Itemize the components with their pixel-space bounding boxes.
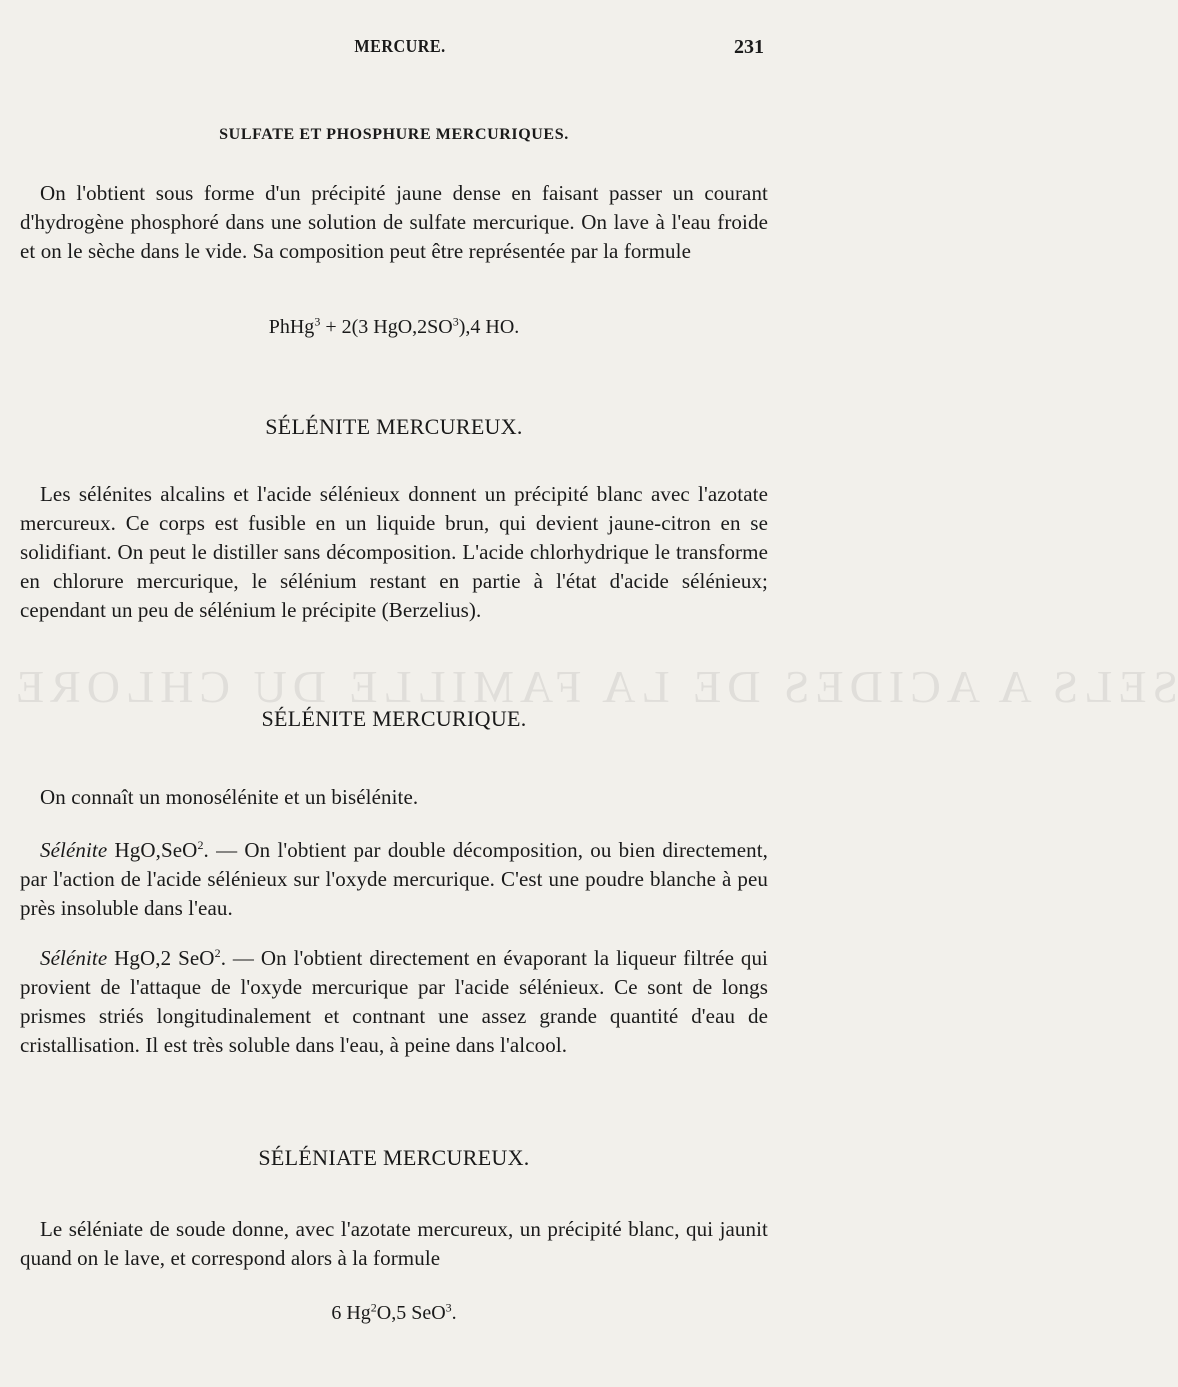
monoselenite-paragraph — [20, 836, 768, 923]
page-number: 231 — [734, 36, 764, 58]
formula-part: 6 Hg — [331, 1302, 371, 1324]
biselenite-label: Sélénite — [40, 946, 108, 970]
running-head — [0, 36, 800, 66]
formula-part: . — [451, 1302, 457, 1324]
formula-sup: 3 — [445, 1300, 452, 1315]
selenite-mercureux-paragraph: Les sélénites alcalins et l'acide sélénieux donnent un précipité blanc avec l'azotate mercureux. Ce corps est fusible en un liquide brun, qui devient jaune-citron en se solidifiant. On peut le distiller sans décomposition. L'acide chlorhydrique le transforme en chlorure mercurique, le sélénium restant en partie à l'état d'acide sélénieux; cependant un peu de sélénium le précipite (Berzelius). — [20, 482, 768, 622]
selenite-mercureux-heading: SÉLÉNITE MERCUREUX. — [265, 414, 523, 439]
selenite-mercurique-heading: SÉLÉNITE MERCURIQUE. — [261, 706, 527, 731]
sulfate-formula — [20, 316, 768, 339]
formula-sup: 3 — [452, 314, 459, 329]
formula-part: ),4 HO. — [458, 316, 520, 338]
biselenite-text: . — On l'obtient directement en évaporant la liqueur filtrée qui provient de l'attaque de l'oxyde mercurique par l'acide sélénieux. Ce sont de longs prismes striés longitudinalement et contnant une assez grande quantité d'eau de cristallisation. Il est très soluble dans l'eau, à peine dans l'alcool. — [20, 946, 768, 1057]
running-head-title: MERCURE. — [354, 36, 446, 56]
formula-part: HgO,SeO — [107, 838, 198, 862]
bleed-through-ghost: SELS A ACIDES DE LA FAMILLE DU CHLORE — [10, 661, 1178, 712]
sulfate-paragraph: On l'obtient sous forme d'un précipité jaune dense en faisant passer un courant d'hydrogène phosphoré dans une solution de sulfate mercurique. On lave à l'eau froide et on le sèche dans le vide. Sa composition peut être représentée par la formule — [20, 181, 768, 263]
formula-part: + 2(3 HgO,2SO — [320, 316, 453, 338]
seleniate-heading: SÉLÉNIATE MERCUREUX. — [258, 1145, 530, 1170]
selenite-intro: On connaît un monosélénite et un bisélénite. — [40, 785, 419, 809]
formula-sup: 2 — [214, 946, 221, 960]
seleniate-formula — [20, 1302, 768, 1325]
monoselenite-label: Sélénite — [40, 838, 108, 862]
seleniate-paragraph: Le séléniate de soude donne, avec l'azotate mercureux, un précipité blanc, qui jaunit quand on le lave, et correspond alors à la formule — [20, 1217, 768, 1270]
formula-part: PhHg — [268, 316, 315, 338]
sulfate-heading: SULFATE ET PHOSPHURE MERCURIQUES. — [219, 126, 569, 143]
formula-part: HgO,2 SeO — [107, 946, 215, 970]
formula-sup: 2 — [370, 1300, 377, 1315]
formula-part: O,5 SeO — [376, 1302, 446, 1324]
formula-sup: 3 — [314, 314, 321, 329]
monoselenite-text: . — On l'obtient par double décomposition, ou bien directement, par l'action de l'acide sélénieux sur l'oxyde mercurique. C'est une poudre blanche à peu près insoluble dans l'eau. — [20, 838, 768, 920]
biselenite-paragraph — [20, 944, 768, 1060]
formula-sup: 2 — [197, 838, 204, 852]
